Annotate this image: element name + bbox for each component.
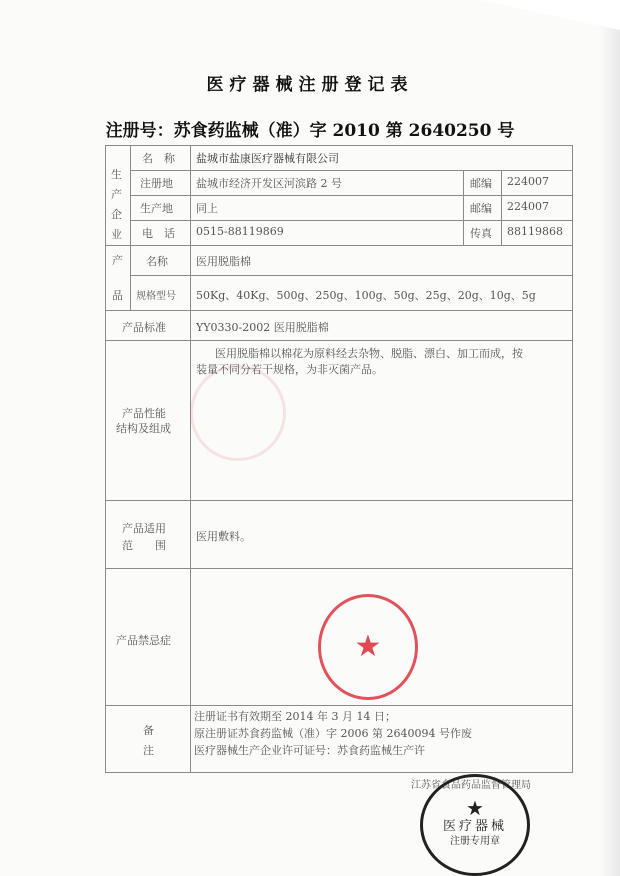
zip: 224007 (507, 175, 549, 188)
registration-number: 注册号：苏食药监械（准）字 2010 第 2640250 号 (105, 121, 515, 141)
folded-corner (480, 0, 620, 30)
reg-addr: 盐城市经济开发区河滨路 2 号 (196, 177, 342, 190)
remarks-line-2: 原注册证苏食药监械（准）字 2006 第 2640094 号作废 (194, 727, 472, 740)
product-name: 医用脱脂棉 (196, 255, 251, 268)
remarks-label-1: 备 (143, 724, 154, 737)
remarks-label-2: 注 (143, 744, 154, 757)
contraindication-label: 产品禁忌症 (116, 634, 171, 647)
page-title: 医疗器械注册登记表 (206, 75, 414, 95)
zip2: 224007 (507, 200, 549, 213)
performance-line-2: 装量不同分若干规格，为非灭菌产品。 (196, 363, 383, 376)
fax-label: 传真 (470, 227, 492, 240)
stamp-line-2: 注册专用章 (450, 836, 500, 847)
scope-value: 医用敷料。 (196, 530, 251, 543)
company-name: 盐城市盐康医疗器械有限公司 (196, 152, 339, 165)
remarks-line-3: 医疗器械生产企业许可证号：苏食药监械生产许 (194, 744, 425, 757)
faint-red-stamp (190, 365, 286, 461)
prod-addr-label: 生产地 (140, 202, 173, 215)
product-group-top: 产 (112, 254, 123, 267)
enterprise-group-label: 生产企业 (111, 168, 122, 241)
issuer-name: 江苏省食品药品监督管理局 (411, 780, 531, 791)
phone: 0515-88119869 (196, 225, 284, 238)
reg-addr-label: 注册地 (140, 177, 173, 190)
performance-label-1: 产品性能 (122, 407, 166, 420)
remarks-line-1: 注册证书有效期至 2014 年 3 月 14 日； (194, 710, 396, 723)
fax: 88119868 (507, 225, 563, 238)
prod-addr: 同上 (196, 202, 218, 215)
zip-label: 邮编 (470, 177, 492, 190)
performance-line-1: 医用脱脂棉以棉花为原料经去杂物、脱脂、漂白、加工而成，按 (215, 347, 523, 360)
official-black-stamp (420, 774, 530, 876)
scope-label-2: 范 围 (122, 539, 166, 552)
spec-label: 规格型号 (136, 291, 176, 302)
name-label: 名 称 (142, 152, 175, 165)
product-group-bottom: 品 (112, 289, 123, 302)
scope-label-1: 产品适用 (122, 522, 166, 535)
zip2-label: 邮编 (470, 202, 492, 215)
standard-value: YY0330-2002 医用脱脂棉 (196, 321, 329, 334)
spec: 50Kg、40Kg、500g、250g、100g、50g、25g、20g、10g、5g (196, 289, 536, 302)
star-icon: ★ (466, 796, 484, 820)
phone-label: 电 话 (142, 227, 175, 240)
company-red-stamp: ★ (318, 594, 418, 700)
standard-label: 产品标准 (122, 321, 166, 334)
product-name-label: 名称 (146, 255, 168, 268)
stamp-line-1: 医疗器械 (442, 819, 507, 834)
performance-label-2: 结构及组成 (116, 422, 171, 435)
